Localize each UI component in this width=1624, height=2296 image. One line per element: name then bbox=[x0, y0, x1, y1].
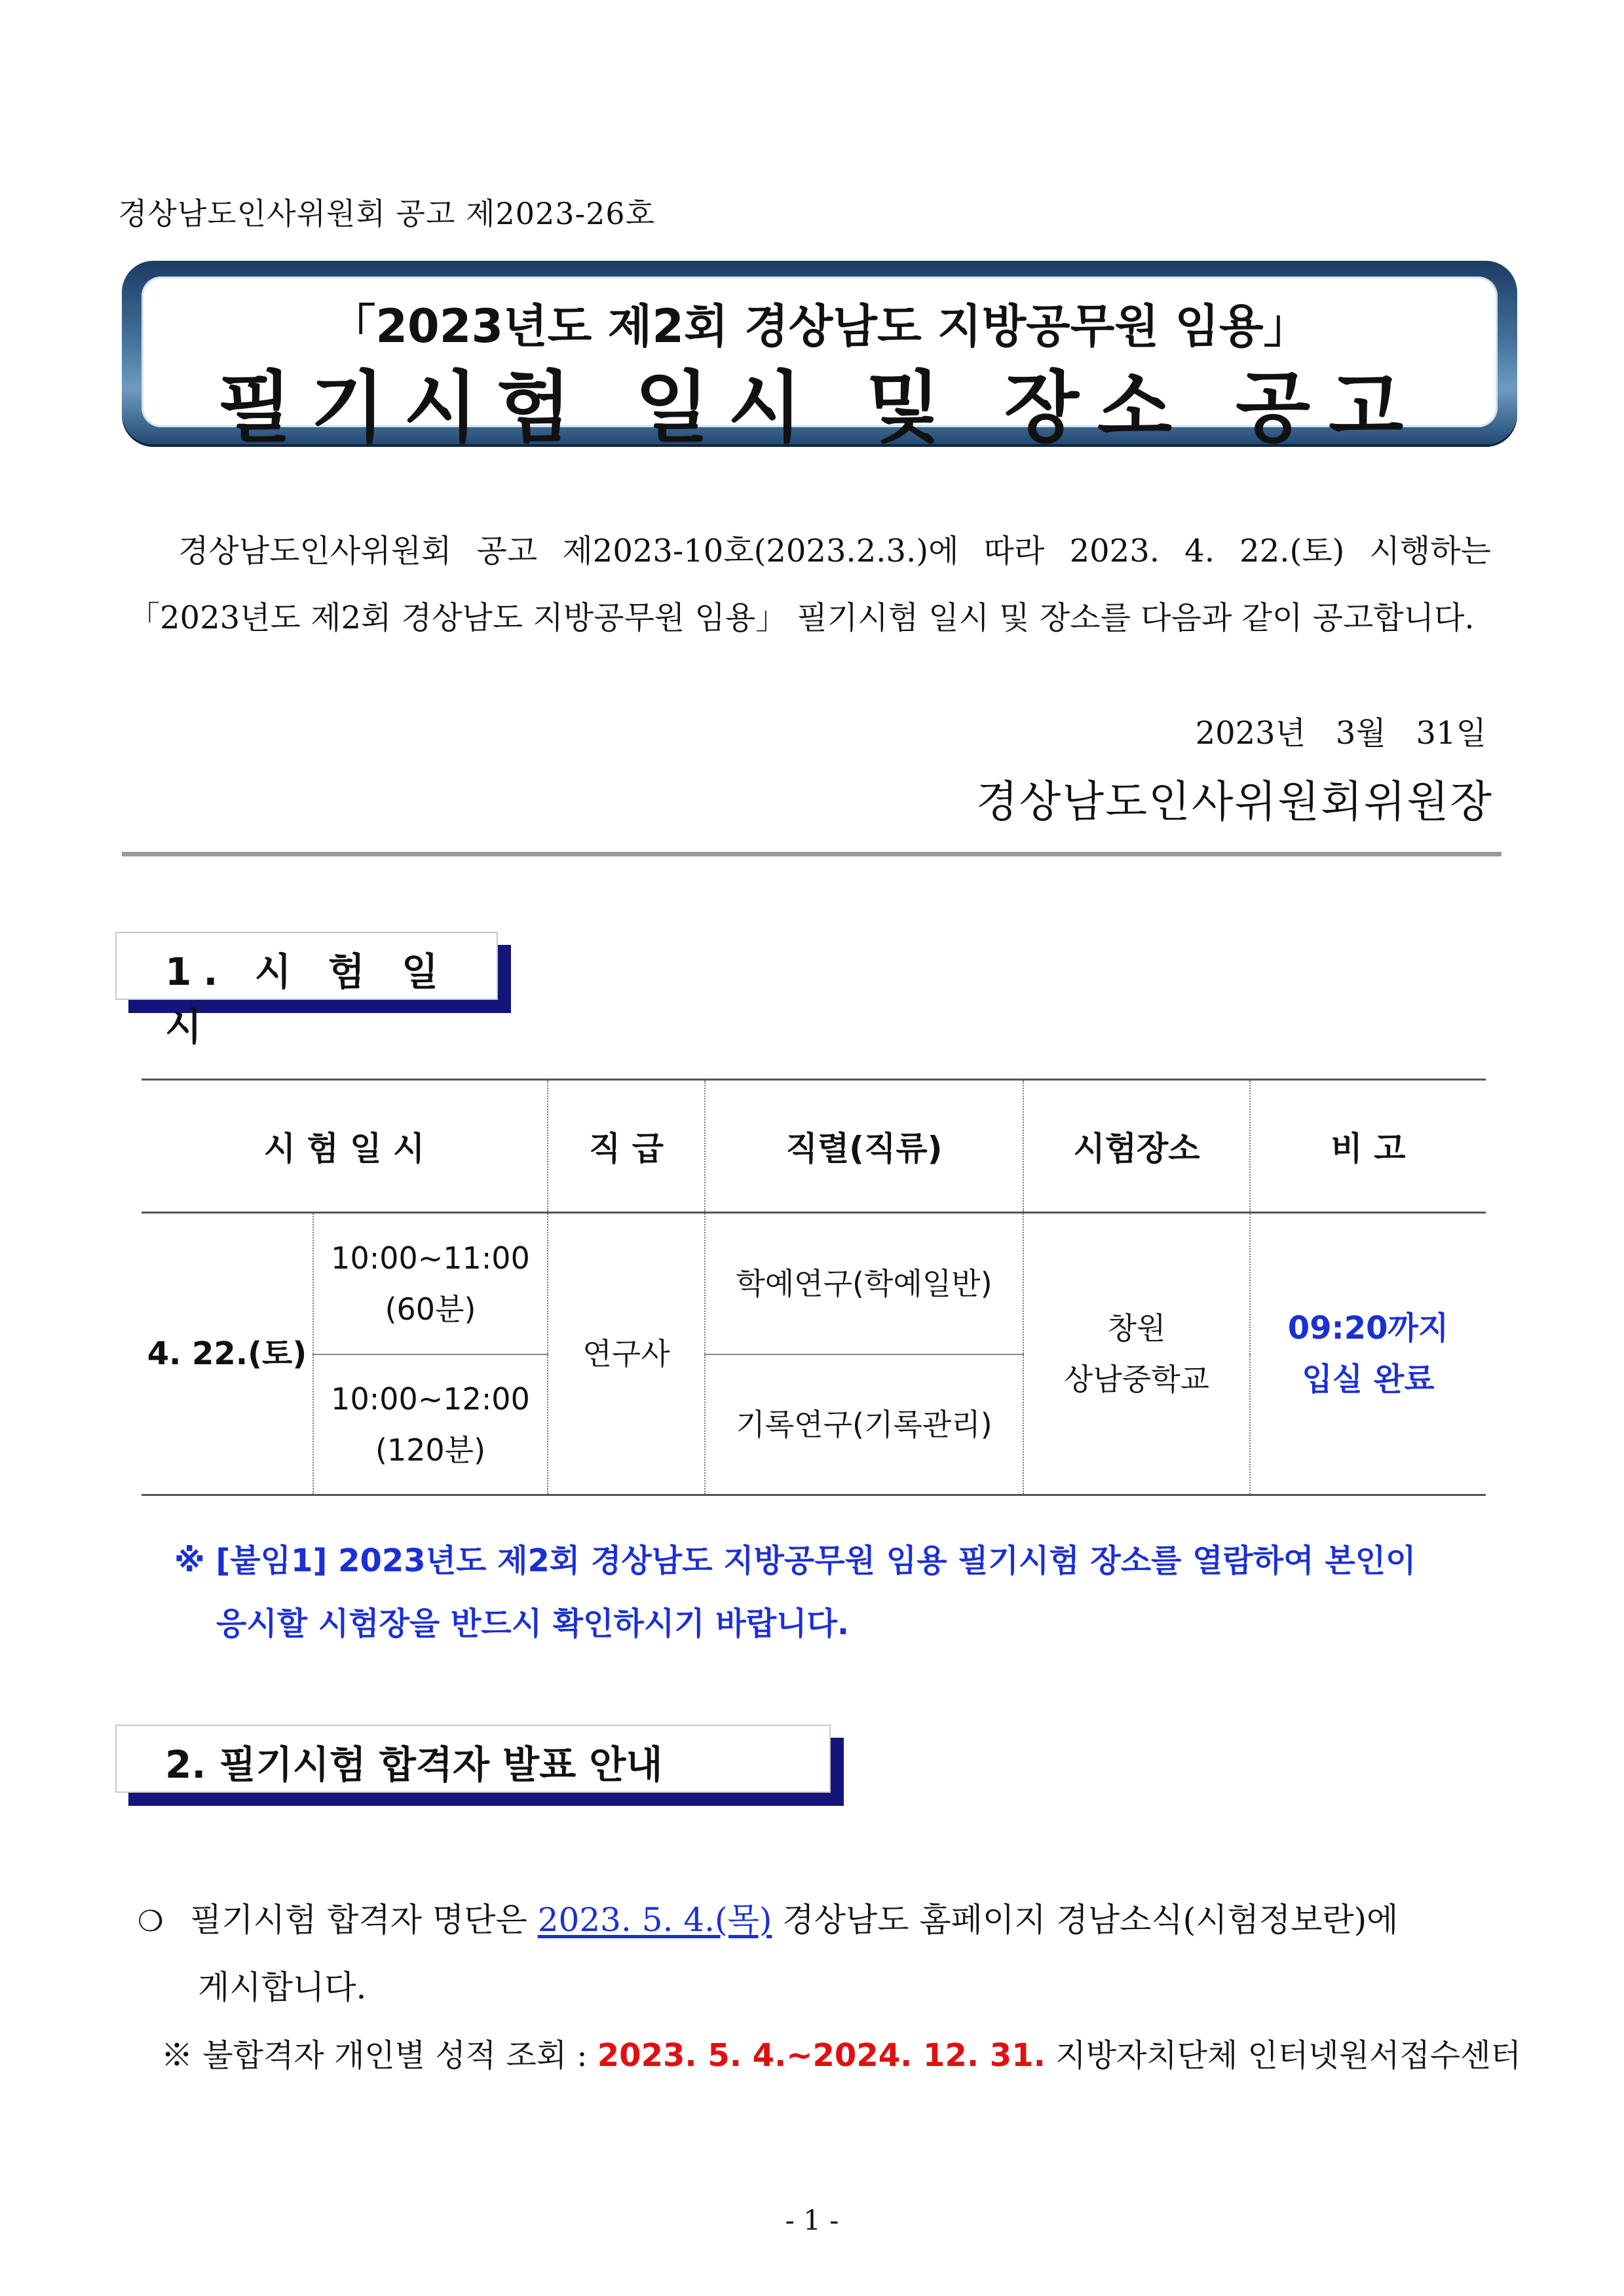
table-row bbox=[142, 1213, 1486, 1355]
series-cell: 학예연구(학예일반) bbox=[705, 1213, 1023, 1355]
note-cell bbox=[1250, 1213, 1486, 1495]
divider bbox=[122, 852, 1501, 856]
signer: 경상남도인사위원회위원장 bbox=[975, 776, 1493, 827]
title-inner bbox=[142, 277, 1498, 453]
header-grade: 직 급 bbox=[548, 1080, 705, 1213]
intro-section bbox=[128, 518, 1491, 651]
title-banner bbox=[122, 261, 1517, 453]
announcement-date: 2023년 3월 31일 bbox=[1195, 715, 1486, 752]
header-exam-datetime: 시 험 일 시 bbox=[142, 1080, 548, 1213]
pass-date: 2023. 5. 4.(목) bbox=[537, 1901, 772, 1939]
grade-cell: 연구사 bbox=[548, 1213, 705, 1495]
location-school: 상남중학교 bbox=[1063, 1362, 1210, 1397]
table-header-row bbox=[142, 1080, 1486, 1213]
location-city: 창원 bbox=[1107, 1311, 1166, 1346]
attachment-note-line-1: ※ [붙임1] 2023년도 제2회 경상남도 지방공무원 임용 필기시험 장소를 열람하여 본인이 bbox=[174, 1542, 1416, 1579]
note-arrival-time: 09:20까지 bbox=[1287, 1310, 1449, 1347]
page-number: - 1 - bbox=[785, 2204, 839, 2236]
title-line-1: 「2023년도 제2회 경상남도 지방공무원 임용」 bbox=[330, 299, 1310, 353]
header-series: 직렬(직류) bbox=[705, 1080, 1023, 1213]
header-note: 비 고 bbox=[1250, 1080, 1486, 1213]
section-2-label: 2. 필기시험 합격자 발표 안내 bbox=[165, 1742, 663, 1787]
pass-text-after: 경상남도 홈페이지 경남소식(시험정보란)에 bbox=[782, 1901, 1399, 1939]
exam-duration: (120분) bbox=[375, 1432, 486, 1468]
attachment-note-line-2: 응시할 시험장을 반드시 확인하시기 바랍니다. bbox=[216, 1605, 850, 1642]
exam-time: 10:00~11:00 bbox=[331, 1240, 530, 1276]
series-cell: 기록연구(기록관리) bbox=[705, 1354, 1023, 1495]
score-inquiry-note bbox=[161, 2030, 1521, 2075]
header-location: 시험장소 bbox=[1023, 1080, 1250, 1213]
section-1-label: 1. 시 험 일 시 bbox=[165, 949, 451, 1049]
notice-number: 경상남도인사위원회 공고 제2023-26호 bbox=[118, 196, 656, 231]
exam-schedule-table bbox=[142, 1079, 1486, 1496]
exam-duration: (60분) bbox=[385, 1292, 476, 1327]
attachment-note bbox=[174, 1529, 1511, 1655]
score-period: 2023. 5. 4.~2024. 12. 31. bbox=[597, 2037, 1046, 2074]
note-arrival-text: 입실 완료 bbox=[1302, 1361, 1435, 1398]
location-cell bbox=[1023, 1213, 1250, 1495]
pass-text-continuation: 게시합니다. bbox=[198, 1968, 367, 2006]
section-2-heading bbox=[115, 1725, 831, 1793]
exam-time: 10:00~12:00 bbox=[331, 1381, 530, 1417]
exam-time-cell bbox=[313, 1354, 548, 1495]
score-suffix: 지방자치단체 인터넷원서접수센터 bbox=[1055, 2037, 1521, 2074]
exam-date: 4. 22.(토) bbox=[142, 1213, 313, 1495]
intro-paragraph: 경상남도인사위원회 공고 제2023-10호(2023.2.3.)에 따라 2023. 4. 22.(토) 시행하는 「2023년도 제2회 경상남도 지방공무원 임용」 필기시험 일시 및 장소를 다음과 같이 공고합니다. bbox=[128, 533, 1491, 636]
pass-announcement-line bbox=[138, 1887, 1507, 1955]
title-line-2: 필기시험 일시 및 장소 공고 bbox=[217, 362, 1422, 453]
pass-announcement bbox=[138, 1887, 1507, 2020]
pass-text-before: 필기시험 합격자 명단은 bbox=[190, 1901, 527, 1939]
section-1-heading bbox=[115, 932, 498, 1049]
bullet-circle-icon: ❍ bbox=[138, 1905, 164, 1938]
exam-time-cell bbox=[313, 1213, 548, 1355]
score-prefix: ※ 불합격자 개인별 성적 조회 : bbox=[161, 2037, 588, 2074]
